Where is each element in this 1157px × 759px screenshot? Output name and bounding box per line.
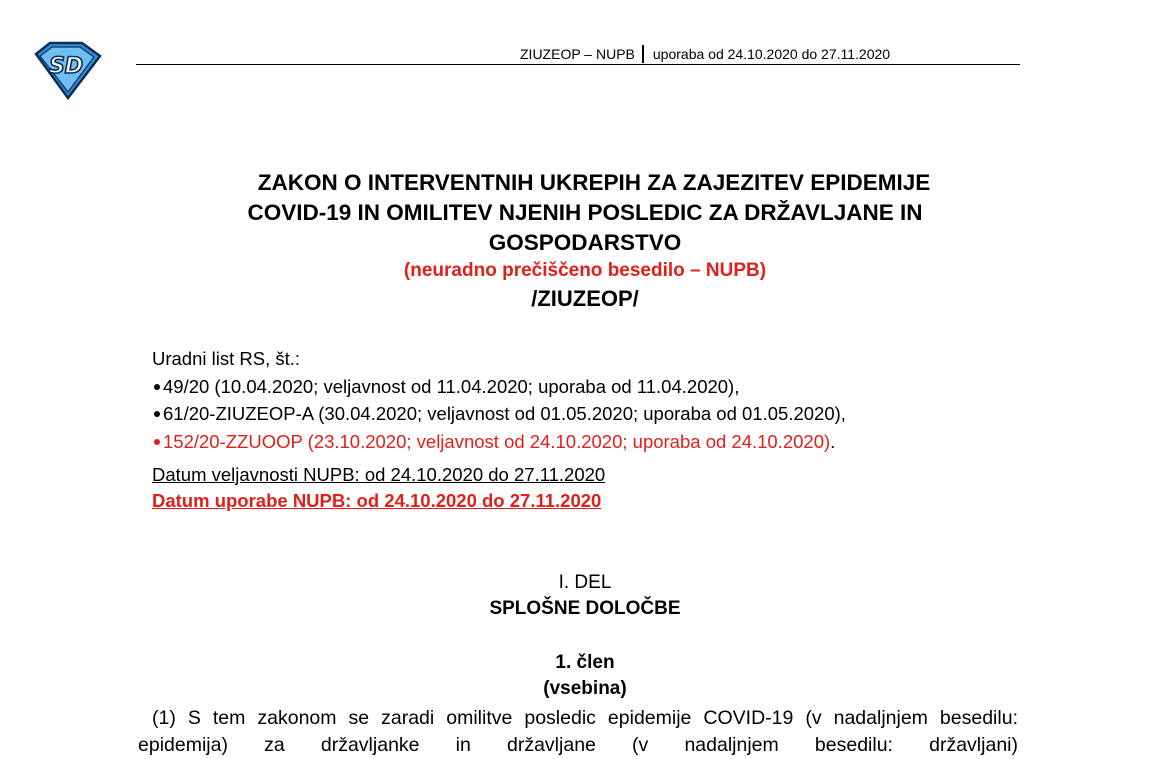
article-heading <box>150 650 1020 702</box>
gazette-item-text: 152/20-ZZUOOP (23.10.2020; veljavnost od 24.10.2020; uporaba od 24.10.2020) <box>163 430 831 452</box>
gazette-item-text: 61/20-ZIUZEOP-A (30.04.2020; veljavnost od 01.05.2020; uporaba od 01.05.2020), <box>163 403 846 424</box>
law-abbreviation: /ZIUZEOP/ <box>531 286 639 311</box>
header-separator <box>642 45 644 63</box>
gazette-item-latest <box>152 428 1032 456</box>
publisher-logo <box>30 40 102 100</box>
bullet-icon <box>154 384 160 390</box>
application-date: Datum uporabe NUPB: od 24.10.2020 do 27.11.2020 <box>152 490 602 511</box>
gazette-references <box>152 345 1032 455</box>
article-title: (vsebina) <box>543 678 627 699</box>
gazette-item <box>152 373 1032 401</box>
diamond-logo-icon <box>30 40 102 100</box>
unofficial-consolidated-note: (neuradno prečiščeno besedilo – NUPB) <box>403 260 767 281</box>
article-number: 1. člen <box>555 652 615 673</box>
bullet-icon <box>154 439 160 445</box>
gazette-label: Uradni list RS, št.: <box>152 348 301 369</box>
article-paragraph <box>138 705 1018 759</box>
document-code: ZIUZEOP – NUPB <box>520 46 635 62</box>
title-line-1: ZAKON O INTERVENTNIH UKREPIH ZA ZAJEZITEV EPIDEMIJE <box>257 170 931 195</box>
gazette-item-tail: . <box>830 430 836 452</box>
part-heading <box>150 570 1020 622</box>
title-line-2: COVID-19 IN OMILITEV NJENIH POSLEDIC ZA DRŽAVLJANE IN <box>247 200 923 225</box>
gazette-item <box>152 400 1032 428</box>
part-number: I. DEL <box>558 572 612 593</box>
nupb-dates <box>152 462 605 514</box>
bullet-icon <box>154 411 160 417</box>
law-title <box>150 168 1020 258</box>
part-name: SPLOŠNE DOLOČBE <box>489 598 681 619</box>
validity-date: Datum veljavnosti NUPB: od 24.10.2020 do 27.11.2020 <box>152 464 606 485</box>
running-header <box>520 45 1000 63</box>
logo-letters: SD <box>48 54 84 79</box>
title-line-3: GOSPODARSTVO <box>488 230 682 255</box>
paragraph-text: (1) S tem zakonom se zaradi omilitve posledic epidemije COVID-19 (v nadaljnjem besedilu: epidemija) za državljanke in državljane (v nadaljnjem besedilu: državljani) <box>138 707 1018 756</box>
application-period: uporaba od 24.10.2020 do 27.11.2020 <box>652 46 891 62</box>
gazette-item-text: 49/20 (10.04.2020; veljavnost od 11.04.2020; uporaba od 11.04.2020), <box>163 375 740 397</box>
header-rule <box>136 64 1020 65</box>
